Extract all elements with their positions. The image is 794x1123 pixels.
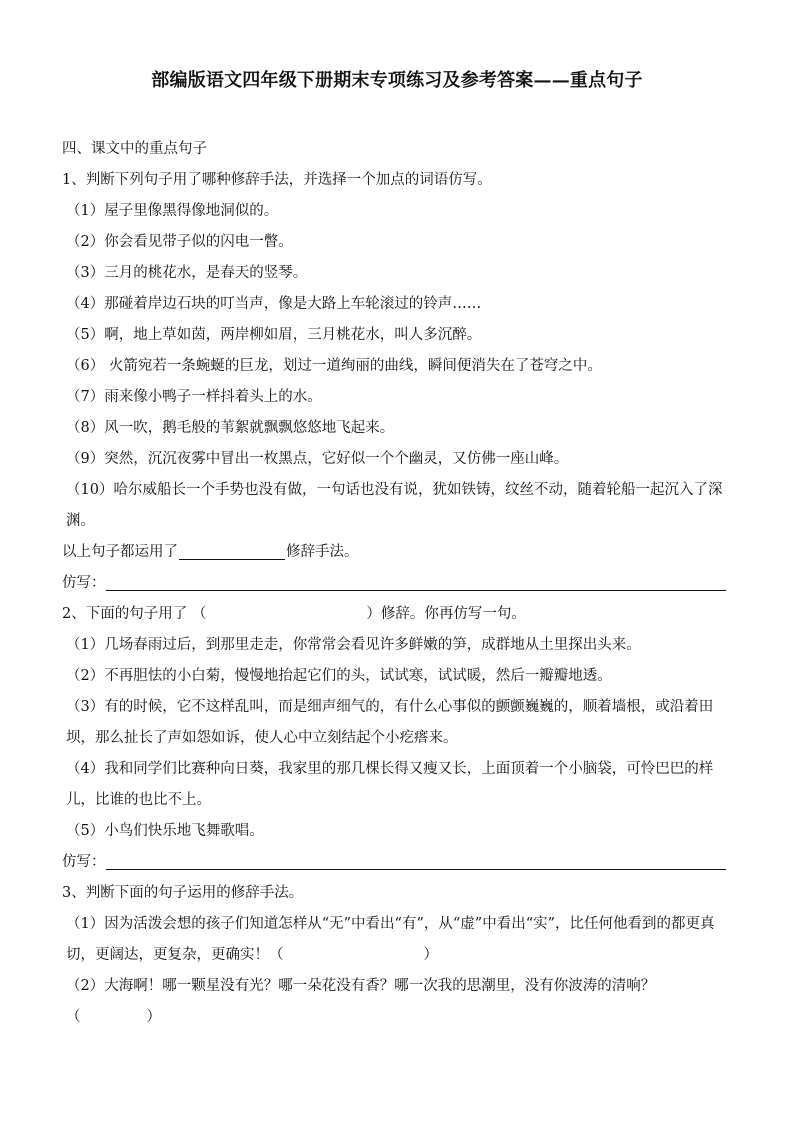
- q1-item: （4）那碰着岸边石块的叮当声，像是大路上车轮滚过的铃声……: [66, 296, 482, 312]
- q1-item: （2）你会看见带子似的闪电一瞥。: [66, 234, 293, 250]
- q2-imitate: [62, 847, 732, 878]
- q2-item: （4）我和同学们比赛种向日葵，我家里的那几棵长得又瘦又长，上面顶着一个小脑袋，可怜巴巴的样儿，比谁的也比不上。: [66, 761, 714, 808]
- imitate-label: 仿写：: [62, 854, 106, 870]
- q1-summary-before: 以上句子都运用了: [62, 544, 178, 560]
- page-title: 部编版语文四年级下册期末专项练习及参考答案——重点句子: [151, 70, 643, 91]
- q1-summary-after: 修辞手法。: [286, 544, 359, 560]
- q2-item: （2）不再胆怯的小白菊，慢慢地抬起它们的头，试试寒，试试暖，然后一瓣瓣地透。: [66, 668, 612, 684]
- q1-item: （5）啊，地上草如茵，两岸柳如眉，三月桃花水，叫人多沉醉。: [66, 327, 482, 343]
- q2-prompt-before: 2、下面的句子用了 （: [62, 606, 207, 622]
- q3-item2-answer: [62, 1002, 732, 1033]
- q1-prompt: 1、判断下列句子用了哪种修辞手法，并选择一个加点的词语仿写。: [62, 172, 492, 188]
- q3-item1-close: ）: [423, 947, 438, 963]
- q3-prompt: 3、判断下面的句子运用的修辞手法。: [62, 885, 304, 901]
- q3-item: （2）大海啊！哪一颗星没有光？哪一朵花没有香？哪一次我的思潮里，没有你波涛的清响？: [66, 978, 656, 994]
- q1-imitate: [62, 568, 732, 599]
- q3-item2-close: ）: [146, 1009, 161, 1025]
- q1-item: （10）哈尔威船长一个手势也没有做，一句话也没有说，犹如铁铸，纹丝不动，随着轮船一起沉入了深渊。: [66, 482, 723, 529]
- q2-item: （5）小鸟们快乐地飞舞歌唱。: [66, 823, 264, 839]
- q2-prompt-after: ）修辞。你再仿写一句。: [366, 606, 526, 622]
- imitate-label: 仿写：: [62, 575, 106, 591]
- q1-item: （9）突然，沉沉夜雾中冒出一枚黑点，它好似一个个幽灵，又仿佛一座山峰。: [66, 451, 569, 467]
- q2-prompt: [62, 599, 732, 630]
- q1-item: （1）屋子里像黑得像地洞似的。: [66, 203, 279, 219]
- imitate-answer-line[interactable]: [106, 572, 726, 591]
- document-body: [62, 134, 732, 1033]
- q3-item2-open: （: [66, 1009, 81, 1025]
- q3-item1-text: （1）因为活泼会想的孩子们知道怎样从“无”中看出“有”，从“虚”中看出“实”，比任何他看到的都更真切，更阔达，更复杂，更确实！（: [66, 916, 715, 963]
- q1-item: （7）雨来像小鸭子一样抖着头上的水。: [66, 389, 322, 405]
- q3-item: [62, 909, 732, 971]
- section-heading: 四、课文中的重点句子: [62, 141, 207, 157]
- q2-item: （3）有的时候，它不这样乱叫，而是细声细气的，有什么心事似的颤颤巍巍的，顺着墙根，或沿着田坝，那么扯长了声如怨如诉，使人心中立刻结起个小疙瘩来。: [66, 699, 714, 746]
- q1-summary: [62, 537, 732, 568]
- imitate-answer-line[interactable]: [106, 851, 726, 870]
- q1-item: （8）风一吹，鹅毛般的苇絮就飘飘悠悠地飞起来。: [66, 420, 395, 436]
- q2-item: （1）几场春雨过后，到那里走走，你常常会看见许多鲜嫩的笋，成群地从土里探出头来。: [66, 637, 641, 653]
- q1-item: （6） 火箭宛若一条蜿蜒的巨龙，划过一道绚丽的曲线，瞬间便消失在了苍穹之中。: [66, 358, 602, 374]
- rhetoric-answer-blank[interactable]: [179, 541, 285, 560]
- q1-item: （3）三月的桃花水，是春天的竖琴。: [66, 265, 308, 281]
